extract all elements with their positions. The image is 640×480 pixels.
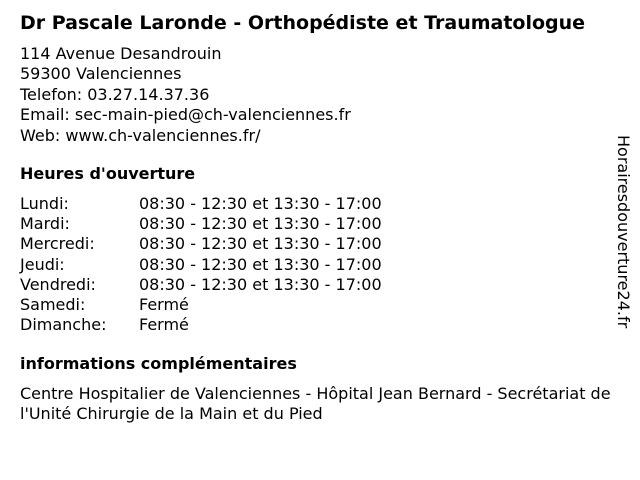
day-label: Samedi: [20, 294, 86, 314]
address-street: 114 Avenue Desandrouin [20, 44, 222, 63]
day-label: Lundi: [20, 194, 69, 213]
day-label: Mardi: [20, 214, 70, 234]
phone-number: Telefon: 03.27.14.37.36 [20, 84, 210, 104]
time-value: 08:30 - 12:30 et 13:30 - 17:00 [139, 274, 382, 294]
time-value: 08:30 - 12:30 et 13:30 - 17:00 [139, 254, 382, 274]
time-value: 08:30 - 12:30 et 13:30 - 17:00 [139, 194, 382, 213]
additional-info-text: Centre Hospitalier de Valenciennes - Hôpital Jean Bernard - Secrétariat de l'Unité Chirurgie de la Main et du Pied [20, 384, 611, 423]
day-label: Dimanche: [20, 315, 107, 335]
day-label: Jeudi: [20, 254, 65, 274]
contact-block [20, 44, 351, 146]
address-city: 59300 Valenciennes [20, 64, 182, 84]
day-label: Vendredi: [20, 274, 96, 294]
time-value: Fermé [139, 294, 189, 314]
hours-heading: Heures d'ouverture [20, 164, 196, 183]
day-label: Mercredi: [20, 234, 95, 254]
additional-info-heading: informations complémentaires [20, 354, 297, 373]
time-value: 08:30 - 12:30 et 13:30 - 17:00 [139, 234, 382, 254]
watermark-text: Horairesdouverture24.fr [614, 135, 633, 329]
time-value: Fermé [139, 315, 189, 335]
website: Web: www.ch-valenciennes.fr/ [20, 125, 261, 145]
page-title: Dr Pascale Laronde - Orthopédiste et Traumatologue [20, 12, 586, 34]
email-address: Email: sec-main-pied@ch-valenciennes.fr [20, 105, 351, 125]
time-value: 08:30 - 12:30 et 13:30 - 17:00 [139, 214, 382, 234]
